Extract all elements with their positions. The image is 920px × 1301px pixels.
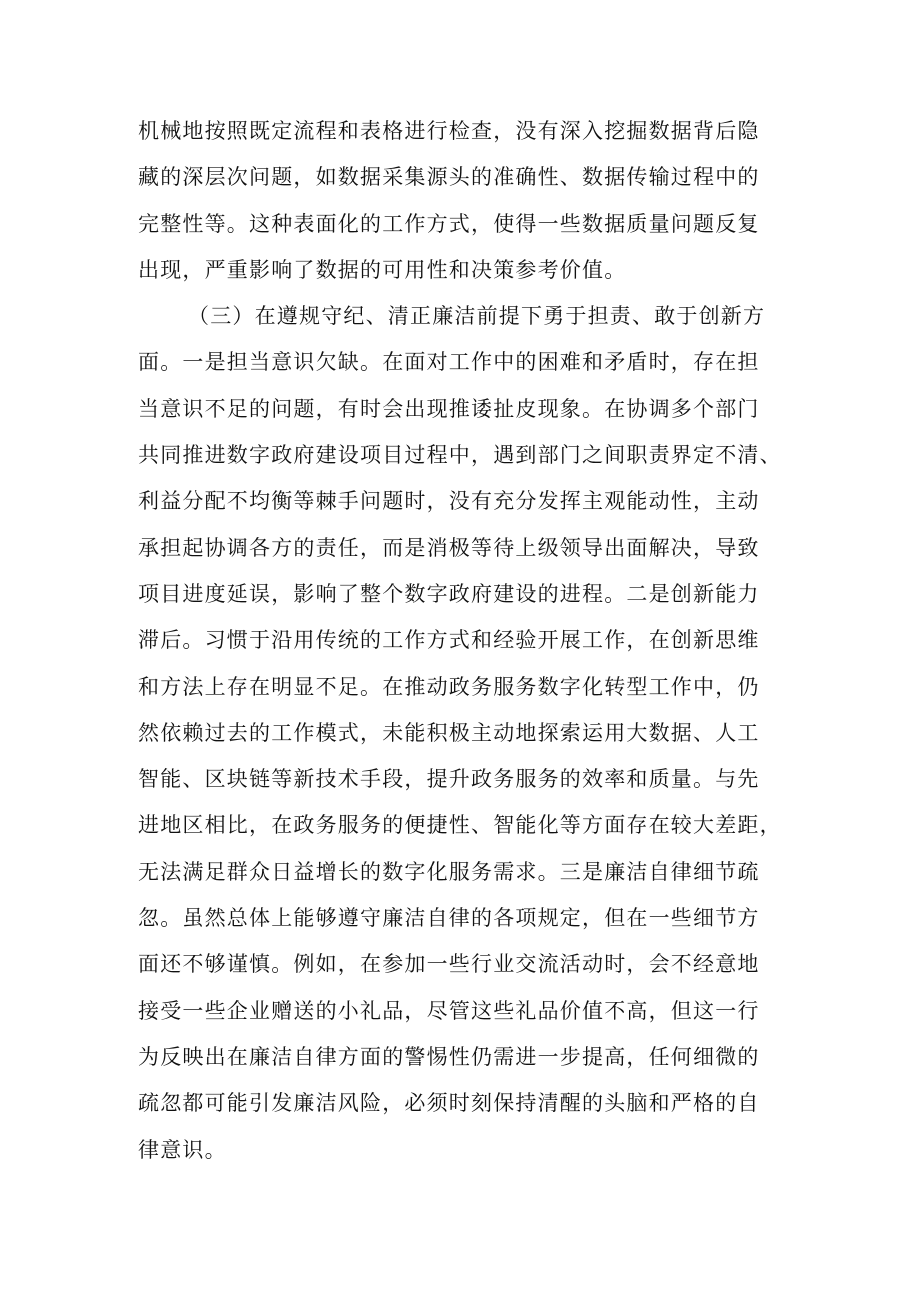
- text-line: 智能、区块链等新技术手段，提升政务服务的效率和质量。与先: [138, 767, 760, 792]
- text-line: 完整性等。这种表面化的工作方式，使得一些数据质量问题反复: [138, 211, 760, 236]
- text-line: 疏忽都可能引发廉洁风险，必须时刻保持清醒的头脑和严格的自: [138, 1091, 760, 1116]
- text-line: 共同推进数字政府建设项目过程中，遇到部门之间职责界定不清、: [138, 443, 782, 468]
- text-line: 律意识。: [138, 1137, 227, 1162]
- text-line: 然依赖过去的工作模式，未能积极主动地探索运用大数据、人工: [138, 720, 760, 745]
- text-line: 滞后。习惯于沿用传统的工作方式和经验开展工作，在创新思维: [138, 628, 760, 653]
- text-line: 机械地按照既定流程和表格进行检查，没有深入挖掘数据背后隐: [138, 119, 760, 143]
- text-line: 出现，严重影响了数据的可用性和决策参考价值。: [138, 257, 627, 282]
- text-line: 进地区相比，在政务服务的便捷性、智能化等方面存在较大差距，: [138, 813, 782, 838]
- text-line: 面还不够谨慎。例如，在参加一些行业交流活动时，会不经意地: [138, 952, 760, 977]
- text-line: 接受一些企业赠送的小礼品，尽管这些礼品价值不高，但这一行: [138, 998, 760, 1023]
- text-line: 和方法上存在明显不足。在推动政务服务数字化转型工作中，仍: [138, 674, 760, 699]
- text-line: 忽。虽然总体上能够遵守廉洁自律的各项规定，但在一些细节方: [138, 906, 760, 931]
- text-line: 当意识不足的问题，有时会出现推诿扯皮现象。在协调多个部门: [138, 396, 760, 421]
- body-text: [138, 108, 798, 1173]
- text-line: 承担起协调各方的责任，而是消极等待上级领导出面解决，导致: [138, 535, 760, 560]
- section-heading-line: （三）在遵规守纪、清正廉洁前提下勇于担责、敢于创新方: [188, 304, 766, 329]
- text-line: 无法满足群众日益增长的数字化服务需求。三是廉洁自律细节疏: [138, 859, 760, 884]
- text-line: 利益分配不均衡等棘手问题时，没有充分发挥主观能动性，主动: [138, 489, 760, 514]
- text-line: 面。一是担当意识欠缺。在面对工作中的困难和矛盾时，存在担: [138, 350, 760, 375]
- text-line: 藏的深层次问题，如数据采集源头的准确性、数据传输过程中的: [138, 165, 760, 190]
- text-line: 为反映出在廉洁自律方面的警惕性仍需进一步提高，任何细微的: [138, 1044, 760, 1069]
- text-line: 项目进度延误，影响了整个数字政府建设的进程。二是创新能力: [138, 581, 760, 606]
